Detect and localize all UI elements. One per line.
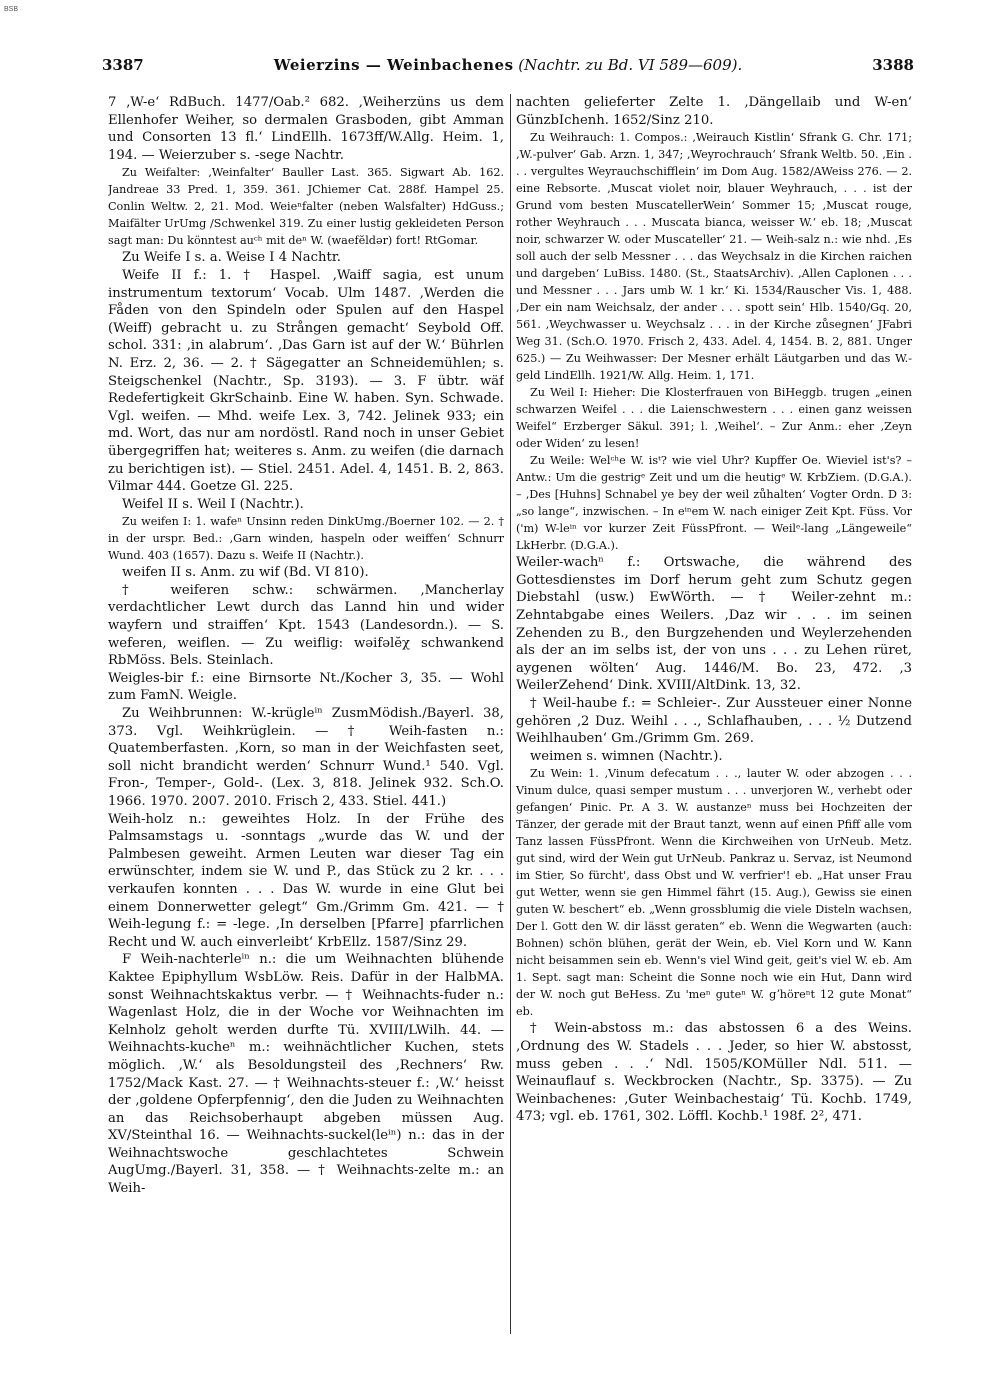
page-header — [102, 56, 914, 78]
left-column — [108, 94, 504, 1334]
dictionary-entry: F Weih-nachterleⁱⁿ n.: die um Weihnachten blühende Kaktee Epiphyllum WsbLöw. Reis. Dafür in der HalbMA. sonst Weihnachtskaktus verbr. — † Weihnachts-fuder n.: Wagenlast Holz, die in der Woche vor Weihnachten im Kelnholz geholt werden durfte Tü. XVIII/LWilh. 44. — Weihnachts-kucheⁿ m.: weihnächtlicher Kuchen, stets möglich. ‚W.‘ als Besoldungsteil des ‚Rechners‘ Rw. 1752/Mack Kast. 27. — † Weihnachts-steuer f.: ‚W.‘ heisst der ‚goldene Opferpfennig‘, den die Juden zu Weihnachten an das Reichsoberhaupt abgeben müssen Aug. XV/Steinthal 16. — Weihnachts-suckel(leⁱⁿ) n.: das in der Weihnachtswoche geschlachtetes Schwein AugUmg./Bayerl. 31, 358. — † Weihnachts-zelte m.: an Weih- — [108, 952, 504, 1197]
dictionary-entry: † Weil-haube f.: = Schleier-. Zur Aussteuer einer Nonne gehören ‚2 Duz. Weihl . . ., Schlafhauben, . . . ½ Dutzend Weihlhauben‘ Gm./Grimm Gm. 269. — [516, 695, 912, 747]
dictionary-entry: Zu weifen I: 1. wafeⁿ Unsinn reden DinkUmg./Boerner 102. — 2. † in der urspr. Bed.: ‚Garn winden, haspeln oder weiffen‘ Schnurr Wund. 403 (1657). Dazu s. Weife II (Nachtr.). — [108, 515, 504, 563]
dictionary-entry: † Wein-abstoss m.: das abstossen 6 a des Weins. ‚Ordnung des W. Stadels . . . Jeder, so hier W. abstosst, muss geben . . .‘ Ndl. 1505/KOMüller Ndl. 511. — Weinauflauf s. Weckbrocken (Nachtr., Sp. 3375). — Zu Weinbachenes: ‚Guter Weinbachestaig‘ Tü. Kochb. 1749, 473; vgl. eb. 1761, 302. Löffl. Kochb.¹ 198f. 2², 471. — [516, 1021, 912, 1125]
dictionary-entry: Zu Weil I: Hieher: Die Klosterfrauen von BiHeggb. trugen „einen schwarzen Weifel . . . die Laienschwestern . . . einen ganz weissen Weifel“ Erzberger Säkul. 391; l. ‚Weihel‘. – Zur Anm.: eher ‚Zeyn oder Widen‘ zu lesen! — [516, 386, 912, 451]
library-stamp: BSB — [4, 6, 19, 13]
dictionary-entry: Zu Weihrauch: 1. Compos.: ‚Weirauch Kistlin‘ Sfrank G. Chr. 171; ‚W.-pulver‘ Gab. Arzn. 1, 347; ‚Weyrochrauch‘ Sfrank Weltb. 50. ‚Ein . . . vergultes Weyrauchschifflein‘ im Dom Aug. 1582/AWeiss 276. — 2. eine Rebsorte. ‚Muscat violet noir, blauer Weyhrauch, . . . ist der Grund vom besten MuscatellerWein‘ Sommer 15; ‚Muscat rouge, rother Weyhrauch . . . Muscata bianca, weisser W.‘ eb. 18; ‚Muscat noir, schwarzer W. oder Muscateller‘ 21. — Weih-salz n.: wie nhd. ‚Es soll auch der selb Messner . . . das Weychsalz in die Kirchen raichen und dargeben‘ LuBiss. 1480. (St., StaatsArchiv). ‚Allen Caplonen . . . und Messner . . . Jars umb W. 1 kr.‘ Ki. 1534/Rauscher Vis. 1, 488. ‚Der ein nam Weichsalz, der ander . . . spott sein‘ Hlb. 1540/Gq. 20, 561. ‚Weychwasser u. Weychsalz . . . in der Kirche zůsegnen‘ JFabri Weg 31. (Sch.O. 1970. Frisch 2, 433. Adel. 4, 1454. B. 2, 881. Unger 625.) — Zu Weihwasser: Der Mesner erhält Läutgarben und das W.-geld LindEllh. 1921/W. Allg. Heim. 1, 171. — [516, 131, 912, 383]
dictionary-entry: Weih-holz n.: geweihtes Holz. In der Frühe des Palmsamstags u. -sonntags „wurde das W. und der Palmbesen geweiht. Armen Leuten war dieser Tag ein erwünschter, indem sie W. und P., das Stück zu 2 kr. . . . verkaufen konnten . . . Das W. wurde in eine Glut bei einem Donnerwetter gelegt“ Gm./Grimm Gm. 421. — † Weih-legung f.: = -lege. ‚In derselben [Pfarre] pfarrlichen Recht und W. auch einverleibt‘ KrbEllz. 1587/Sinz 29. — [108, 811, 504, 950]
page-number-right: 3388 — [872, 56, 914, 74]
right-column — [516, 94, 912, 1334]
running-title-headwords: Weierzins — Weinbachenes — [273, 56, 514, 74]
dictionary-entry: Weigles-bir f.: eine Birnsorte Nt./Kocher 3, 35. — Wohl zum FamN. Weigle. — [108, 670, 504, 704]
dictionary-entry: Weiler-wachⁿ f.: Ortswache, die während des Gottesdienstes im Dorf herum geht zum Schutz gegen Diebstahl (usw.) EwWörth. — † Weiler-zehnt m.: Zehntabgabe eines Weilers. ‚Daz wir . . . im seinen Zehenden zu B., den Burgzehenden und Weylerzehenden als der an im selbs ist, der von uns . . . zu Lehen rüret, aygenen wölten‘ Aug. 1446/M. Bo. 23, 472. ‚3 WeilerZehend‘ Dink. XVIII/AltDink. 13, 32. — [516, 555, 912, 694]
dictionary-entry: † weiferen schw.: schwärmen. ‚Mancherlay verdachtlicher Lewt durch das Lannd hin und wider wayfern und straiffen‘ Kpt. 1543 (Landesordn.). — S. weferen, weiflen. — Zu weiflig: wəifəlĕχ schwankend RbMöss. Bels. Steinlach. — [108, 582, 504, 669]
dictionary-entry: Zu Weile: Welᶜʰe W. isᵗ? wie viel Uhr? Kupffer Oe. Wieviel ist's? – Antw.: Um die gestrigᵉ Zeit und um die heutigᵉ W. KrbZiem. (D.G.A.). – ‚Des [Huhns] Schnabel ye bey der weil zůhalten‘ Vogter Ordn. D 3: „so lange“, inzwischen. – In eⁱⁿem W. nach einiger Zeit Kpt. Füss. Vor ('m) W-leⁱⁿ vor kurzer Zeit FüssPfront. — Weilᵉ-lang „Längeweile“ LkHerbr. (D.G.A.). — [516, 454, 912, 553]
dictionary-entry: Weife II f.: 1. † Haspel. ‚Waiff sagia, est unum instrumentum textorum‘ Vocab. Ulm 1487. ‚Werden die Fåden von den Spindeln oder Spulen auf den Haspel (Weiff) gebracht u. zu Strången gemacht‘ Seybold Off. schol. 331: ‚in alabrum‘. ‚Das Garn ist auf der W.‘ Bührlen N. Erz. 2, 36. — 2. † Sägegatter an Schneidemühlen; s. Steigschenkel (Nachtr., Sp. 3193). — 3. F übtr. wäf Redefertigkeit GkrSchainb. Eine W. haben. Syn. Schwade. Vgl. weifen. — Mhd. weife Lex. 3, 742. Jelinek 933; ein md. Wort, das nur am nordöstl. Rand noch in unser Gebiet übergegriffen hat; weiteres s. Anm. zu weifen (die darnach zu berichtigen ist). — Stiel. 2451. Adel. 4, 1451. B. 2, 863. Vilmar 444. Goetze Gl. 225. — [108, 267, 504, 495]
running-title — [102, 56, 914, 74]
running-title-reference: (Nachtr. zu Bd. VI 589—609). — [518, 56, 743, 74]
dictionary-entry: weifen II s. Anm. zu wif (Bd. VI 810). — [122, 565, 369, 581]
dictionary-entry: nachten gelieferter Zelte 1. ‚Dängellaib und W-en‘ GünzbIchenh. 1652/Sinz 210. — [516, 95, 912, 128]
dictionary-entry: 7 ‚W-e‘ RdBuch. 1477/Oab.² 682. ‚Weiherzüns us dem Ellenhofer Weiher, so dermalen Grasboden, gibt Amman und Consorten 13 fl.‘ LindEllh. 1673ff/W.Allg. Heim. 1, 194. — Weierzuber s. -sege Nachtr. — [108, 95, 504, 163]
column-divider — [510, 94, 511, 1334]
dictionary-entry: Zu Wein: 1. ‚Vinum defecatum . . ., lauter W. oder abzogen . . . Vinum dulce, quasi semper mustum . . . unverjoren W., verhebt oder gefangen‘ Pinic. Pr. A 3. W. austanzeⁿ muss bei Hochzeiten der Tänzer, der gerade mit der Braut tanzt, wenn auf einen Pfiff alle vom Tanz lassen FüssPfront. Wenn die Kirchweihen von UrNeub. Metz. gut sind, wird der Wein gut UrNeub. Pankraz u. Servaz, ist Neumond im Stier, So fürcht', dass Obst und W. verfrier'! eb. „Hat unser Frau gut Wetter, wenn sie gen Himmel fährt (15. Aug.), Gewiss sie einen guten W. beschert“ eb. „Wenn grossblumig die viele Disteln wachsen, Der l. Gott den W. dir lässt geraten“ eb. Wenn die Wegwarten (auch: Bohnen) schön blühen, gerät der Wein, eb. Viel Korn und W. Kann nicht beisammen sein eb. Wenn's viel Wind geit, geit's viel W. eb. Am 1. Sept. sagt man: Scheint die Sonne noch wie ein Hut, Dann wird der W. noch gut BeHess. Zu 'meⁿ guteⁿ W. gʼhöreⁿt 12 gute Monat“ eb. — [516, 767, 912, 1019]
dictionary-entry: Zu Weihbrunnen: W.-krügleⁱⁿ ZusmMödish./Bayerl. 38, 373. Vgl. Weihkrüglein. — † Weih-fasten n.: Quatemberfasten. ‚Korn, so man in der Weichfasten seet, soll nicht brandicht werden‘ Schnurr Wund.¹ 540. Vgl. Fron-, Temper-, Gold-. (Lex. 3, 818. Jelinek 932. Sch.O. 1966. 1970. 2007. 2010. Frisch 2, 433. Stiel. 441.) — [108, 706, 504, 809]
dictionary-entry: Zu Weifalter: ‚Weinfalter‘ Bauller Last. 365. Sigwart Ab. 162. Jandreae 33 Pred. 1, 359. 361. JChiemer Cat. 288f. Hampel 25. Conlin Weltw. 2, 21. Mod. Weieⁿfalter (neben Walsfalter) HdGuss.; Maifälter UrUmg /Schwenkel 319. Zu einer lustig gekleideten Person sagt man: Du könntest auᶜʰ mit deⁿ W. (waefĕldər) fort! RtGomar. — [108, 166, 504, 248]
dictionary-entry: Weifel II s. Weil I (Nachtr.). — [122, 496, 304, 512]
dictionary-entry: weimen s. wimnen (Nachtr.). — [530, 748, 723, 764]
dictionary-entry: Zu Weife I s. a. Weise I 4 Nachtr. — [122, 250, 341, 266]
page-number-left: 3387 — [102, 56, 144, 74]
